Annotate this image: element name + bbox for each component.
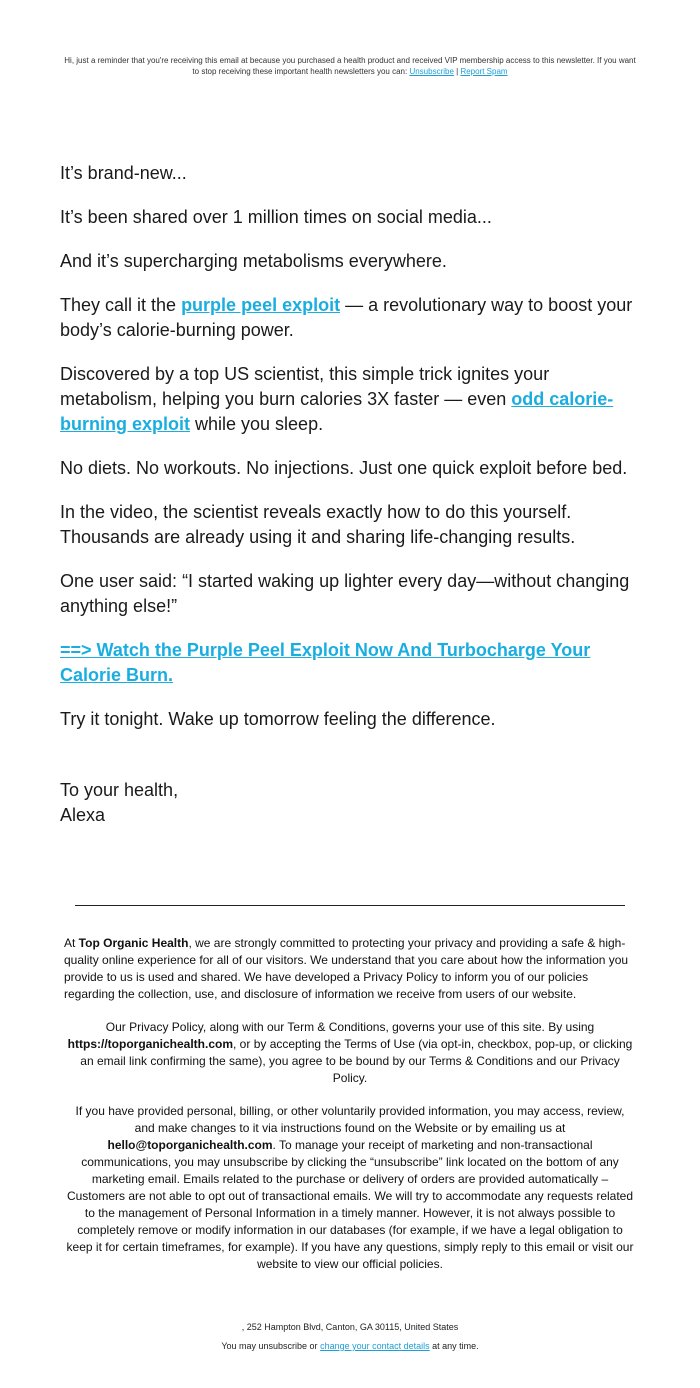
p5-text-before: Discovered by a top US scientist, this simple trick ignites your metabolism, helping you burn calories 3X faster — even (60, 364, 550, 409)
notice-separator: | (453, 67, 461, 76)
website-url: https://toporganichealth.com (67, 1037, 234, 1051)
signature-block (60, 778, 645, 828)
notice-text: Hi, just a reminder that you're receiving this email at because you purchased a health product and received VIP membership access to this newsletter. If you want to stop receiving these important health newsletters you can: (64, 56, 636, 76)
privacy-commitment-paragraph (64, 935, 636, 1003)
footer-divider (75, 905, 625, 906)
postal-address: , 252 Hampton Blvd, Canton, GA 30115, United States (241, 1322, 459, 1332)
email-body (60, 161, 645, 847)
contact-email: hello@toporganichealth.com (107, 1138, 273, 1152)
p4-text-before: They call it the (60, 295, 182, 315)
legal2-after: , or by accepting the Terms of Use (via opt-in, checkbox, pop-up, or clicking an email link confirming the same), you agree to be bound by our Terms & Conditions and our Privacy Policy. (80, 1037, 633, 1085)
change-contact-details-link[interactable]: change your contact details (320, 1341, 430, 1351)
body-paragraph: It’s brand-new... (60, 163, 187, 183)
signature-name: Alexa (60, 805, 106, 825)
p5-text-after: while you sleep. (190, 414, 324, 434)
unsub-after: at any time. (429, 1341, 479, 1351)
purple-peel-exploit-link[interactable]: purple peel exploit (181, 295, 341, 315)
p4-text-after: — a revolutionary way to boost your body’s calorie-burning power. (60, 295, 633, 340)
body-paragraph: One user said: “I started waking up lighter every day—without changing anything else!” (60, 571, 630, 616)
privacy-policy-paragraph (64, 1019, 636, 1087)
report-spam-link[interactable]: Report Spam (460, 67, 508, 76)
brand-name: Top Organic Health (78, 936, 189, 950)
body-paragraph: In the video, the scientist reveals exactly how to do this yourself. Thousands are already using it and sharing life-changing results. (60, 502, 576, 547)
body-paragraph (60, 293, 645, 343)
unsub-before: You may unsubscribe or (221, 1341, 321, 1351)
cta-paragraph (60, 638, 645, 688)
legal1-before: At (64, 936, 79, 950)
watch-video-cta-link[interactable]: ==> Watch the Purple Peel Exploit Now And Turbocharge Your Calorie Burn. (60, 640, 591, 685)
body-paragraph: And it’s supercharging metabolisms everywhere. (60, 251, 447, 271)
legal2-before: Our Privacy Policy, along with our Term & Conditions, governs your use of this site. By using (105, 1020, 595, 1034)
body-paragraph (60, 362, 645, 437)
unsubscribe-line (0, 1340, 700, 1352)
body-paragraph: Try it tonight. Wake up tomorrow feeling the difference. (60, 709, 496, 729)
legal1-after: , we are strongly committed to protecting your privacy and providing a safe & high-quality online experience for all of our visitors. We understand that you care about how the information you provide to us is used and shared. We have developed a Privacy Policy to inform you of our policies regarding the collection, use, and disclosure of information we receive from users of our website. (64, 936, 629, 1001)
legal3-before: If you have provided personal, billing, or other voluntarily provided information, you may access, review, and make changes to it via instructions found on the Website or by emailing us at (75, 1104, 625, 1135)
signoff: To your health, (60, 780, 179, 800)
body-paragraph: It’s been shared over 1 million times on social media... (60, 207, 492, 227)
unsubscribe-link[interactable]: Unsubscribe (409, 67, 454, 76)
personal-info-paragraph (64, 1103, 636, 1273)
legal3-after: . To manage your receipt of marketing and non-transactional communications, you may unsubscribe by clicking the “unsubscribe” link located on the bottom of any marketing email. Emails related to the purchase or delivery of orders are provided automatically – Customers are not able to opt out of transactional emails. We will try to accommodate any requests related to the management of Personal Information in a timely manner. However, it is not always possible to completely remove or modify information in our databases (for example, if we have a legal obligation to keep it for certain timeframes, for example). If you have any questions, simply reply to this email or visit our website to view our official policies. (66, 1138, 634, 1271)
body-paragraph: No diets. No workouts. No injections. Just one quick exploit before bed. (60, 458, 628, 478)
calorie-burning-exploit-link[interactable]: odd calorie-burning exploit (60, 389, 614, 434)
preheader-notice (60, 55, 640, 77)
